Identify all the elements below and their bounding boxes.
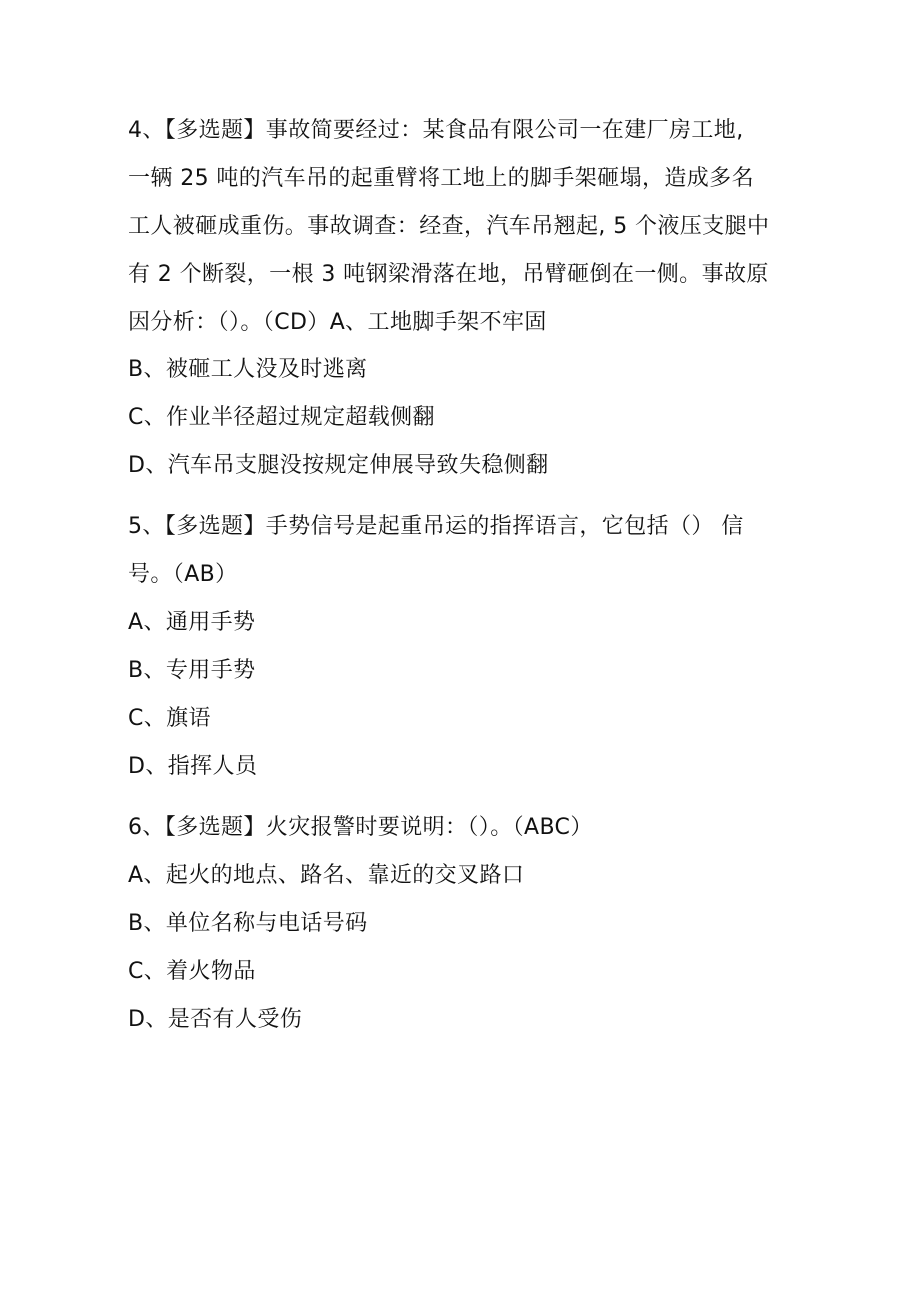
q4-stem-line-2: 一辆 25 吨的汽车吊的起重臂将工地上的脚手架砸塌，造成多名: [128, 166, 754, 191]
q4-stem-line-5: 因分析：（）。（CD）A、工地脚手架不牢固: [128, 310, 547, 335]
q4-option-c: C、作业半径超过规定超载侧翻: [128, 405, 435, 430]
q4-stem-line-4: 有 2 个断裂，一根 3 吨钢梁滑落在地，吊臂砸倒在一侧。事故原: [128, 262, 769, 287]
q6-option-d: D、是否有人受伤: [128, 1007, 303, 1032]
q5-option-b: B、专用手势: [128, 658, 256, 683]
q4-stem-line-1: 4、【多选题】事故简要经过：某食品有限公司一在建厂房工地,: [128, 118, 744, 143]
q5-option-d: D、指挥人员: [128, 754, 258, 779]
q4-stem-line-3: 工人被砸成重伤。事故调查：经查，汽车吊翘起, 5 个液压支腿中: [128, 214, 770, 239]
q6-option-c: C、着火物品: [128, 959, 256, 984]
q6-stem-line-1: 6、【多选题】火灾报警时要说明：（）。（ABC）: [128, 815, 593, 840]
q6-option-b: B、单位名称与电话号码: [128, 911, 368, 936]
q5-option-a: A、通用手势: [128, 610, 256, 635]
q6-option-a: A、起火的地点、路名、靠近的交叉路口: [128, 863, 525, 888]
q5-stem-line-1: 5、【多选题】手势信号是起重吊运的指挥语言，它包括（） 信: [128, 514, 744, 539]
q4-option-d: D、汽车吊支腿没按规定伸展导致失稳侧翻: [128, 453, 549, 478]
q5-option-c: C、旗语: [128, 706, 211, 731]
q4-option-b: B、被砸工人没及时逃离: [128, 357, 368, 382]
q5-stem-line-2: 号。（AB）: [128, 562, 238, 587]
